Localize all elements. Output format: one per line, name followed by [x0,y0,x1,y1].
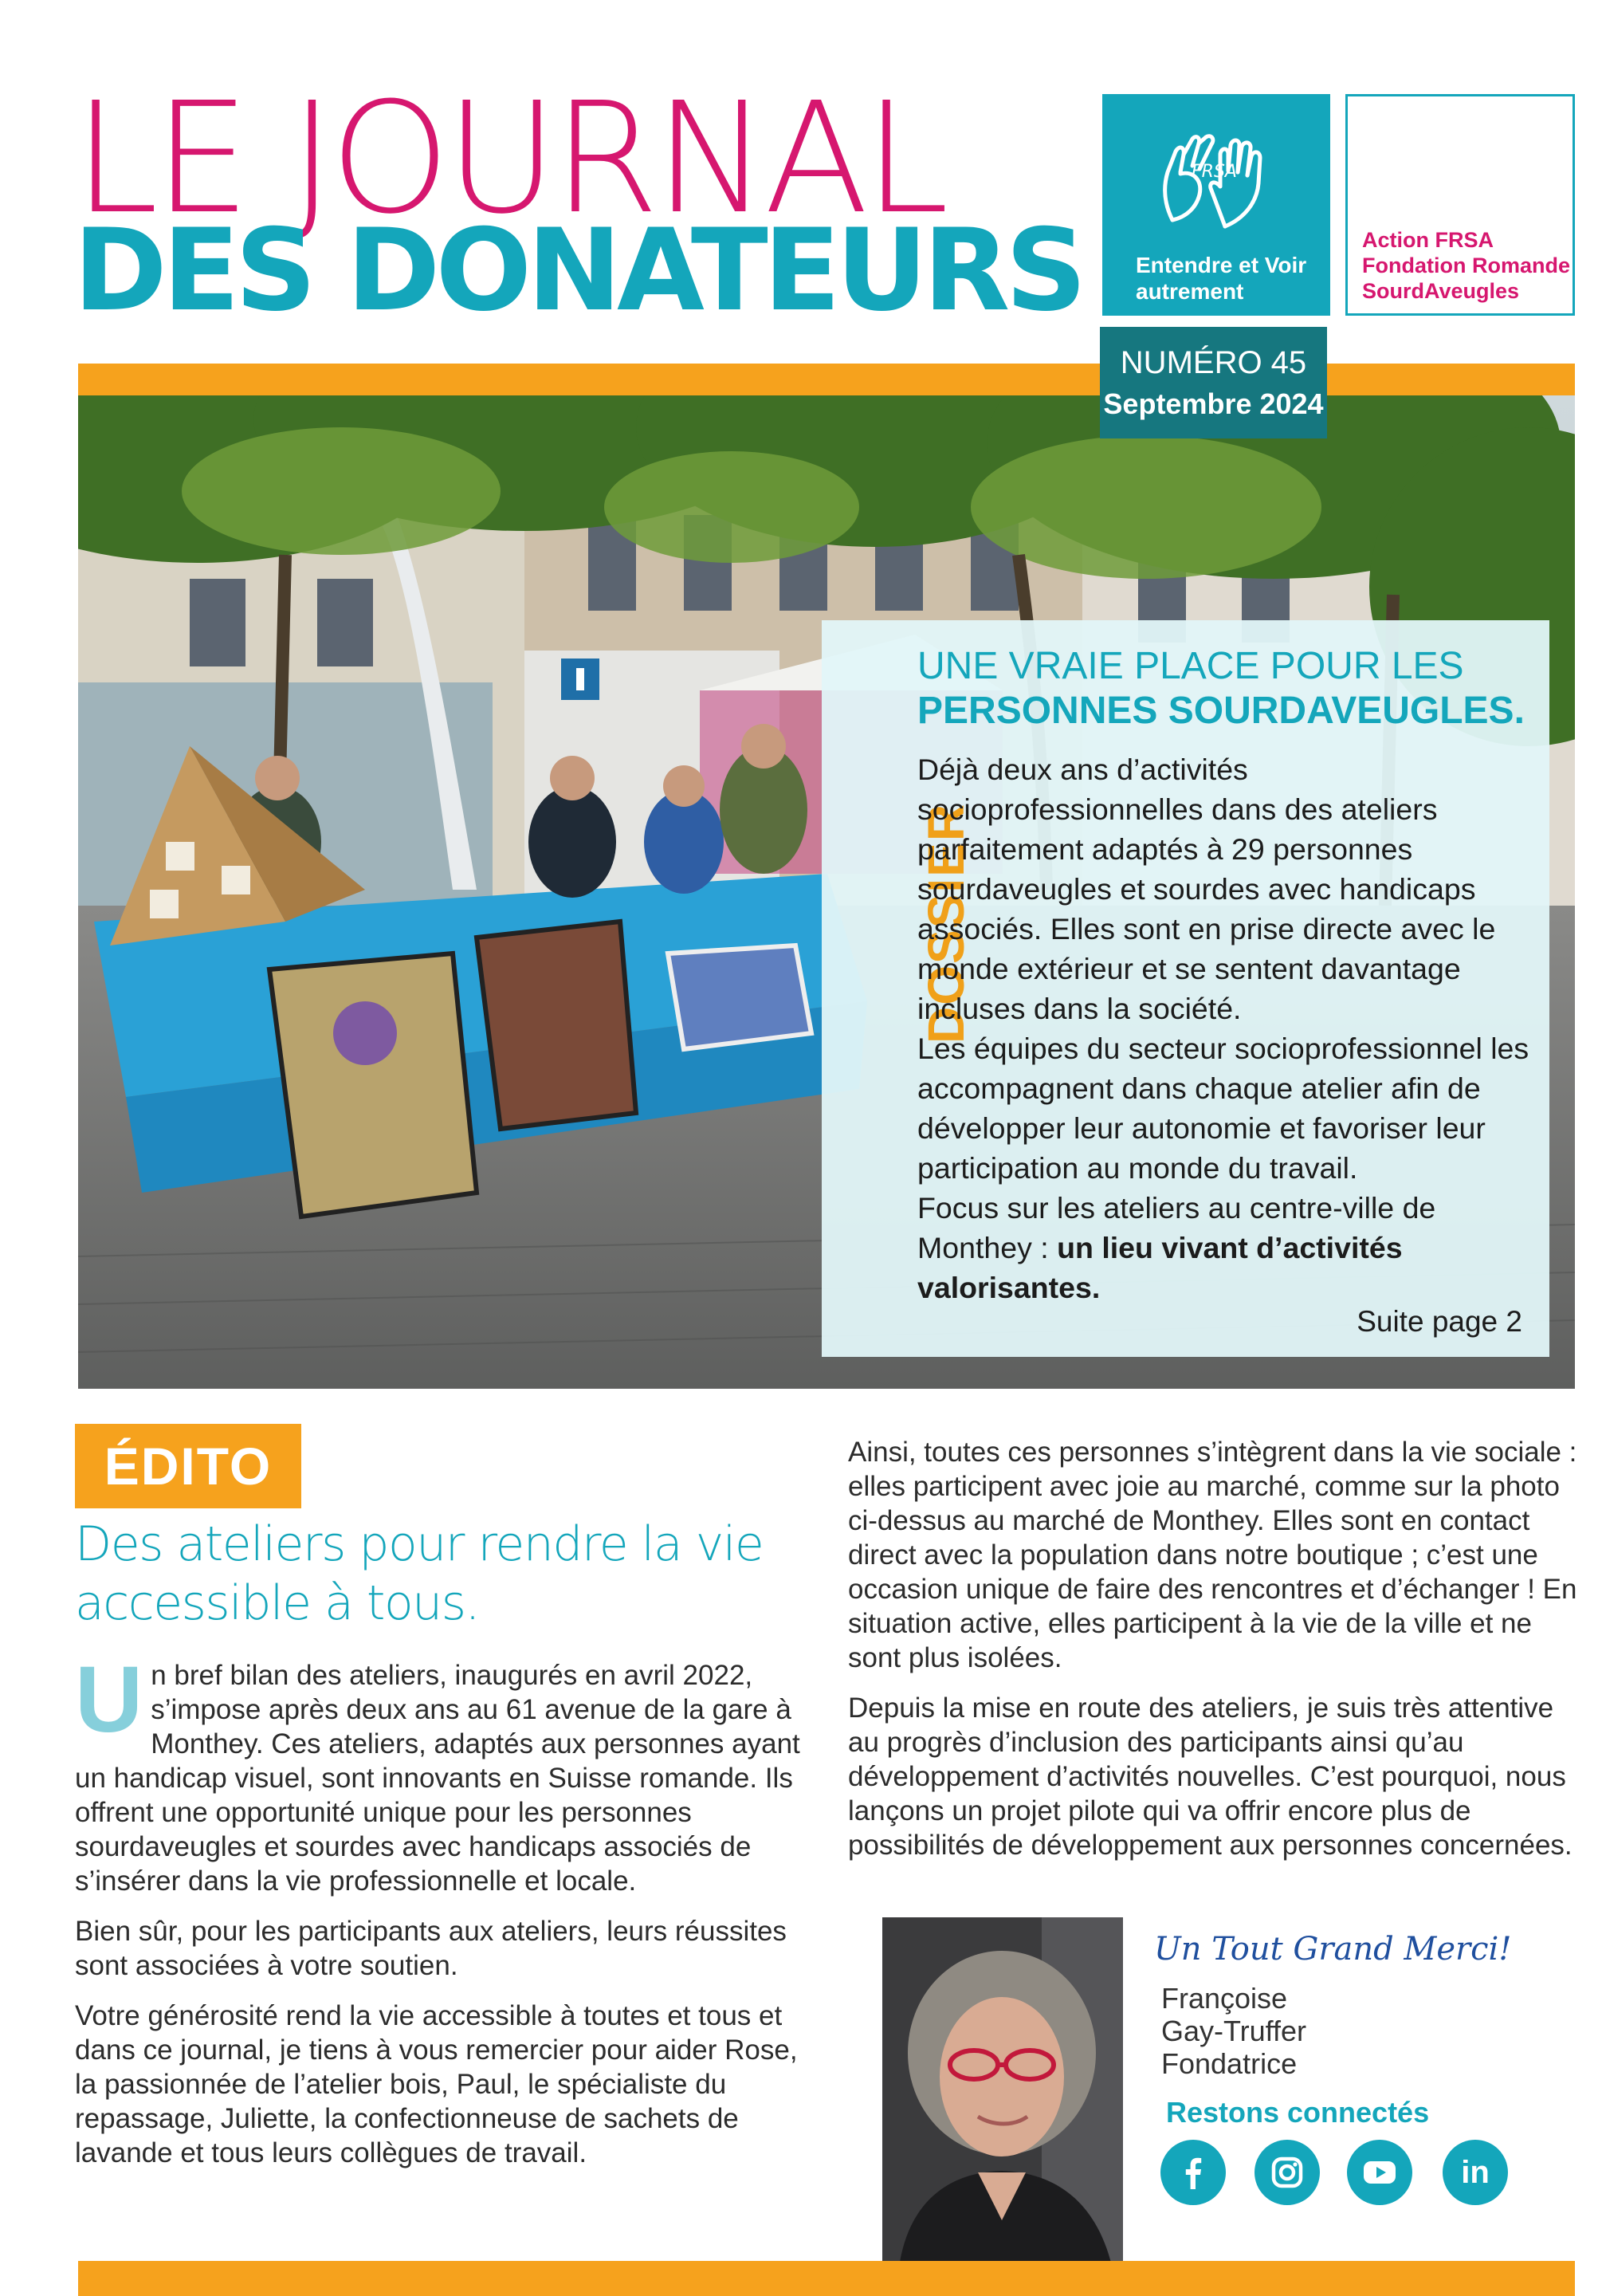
dossier-panel [822,620,1549,1357]
youtube-icon [1360,2152,1400,2192]
frsa-logo [1102,94,1330,316]
edito-paragraph-4: Ainsi, toutes ces personnes s’intègrent dans la vie sociale : elles participent avec joie au marché, comme sur la photo ci-dessus au marché de Monthey. Elles sont en contact direct avec la population dans notre boutique ; c’est une occasion unique de faire des rencontres et d’échanger ! En situation active, elles participent à la vie de la ville et ne sont plus isolées. [848,1437,1577,1673]
linkedin-link[interactable] [1443,2140,1508,2205]
edito-heading: Des ateliers pour rendre la vie accessible à tous. [75,1516,764,1631]
edito-paragraph-3: Votre générosité rend la vie accessible à toutes et tous et dans ce journal, je tiens à vous remercier pour aider Rose, la passionnée de l’atelier bois, Paul, le spécialiste du repassage, Juliette, la confectionneuse de sachets de lavande et tous leurs collègues de travail. [75,2000,798,2168]
edito-left-column [75,1647,808,2186]
thanks-message: Un Tout Grand Merci! [1154,1931,1512,1968]
dossier-label: DOSSIER [917,802,975,1044]
continued-link[interactable]: Suite page 2 [1357,1305,1522,1338]
instagram-link[interactable] [1255,2140,1320,2205]
dossier-paragraph-2: Les équipes du secteur socioprofessionnel les accompagnent dans chaque atelier afin de développer leur autonomie et favoriser leur participation au monde du travail. [917,1032,1529,1185]
journal-title-line1: LE JOURNAL [73,70,944,248]
portrait-illustration [882,1917,1123,2273]
bottom-orange-bar [78,2261,1575,2296]
dossier-body [917,749,1539,1307]
edito-paragraph-2: Bien sûr, pour les participants aux ateliers, leurs réussites sont associées à votre soutien. [75,1916,787,1981]
signer-last-name: Gay-Truffer [1161,2015,1307,2047]
social-heading: Restons connectés [1166,2096,1430,2129]
edito-paragraph-1 [75,1647,808,1898]
youtube-link[interactable] [1347,2140,1412,2205]
logo-wordmark: FRSA [1192,162,1237,182]
org-line-2: Fondation Romande [1362,254,1570,277]
facebook-link[interactable] [1160,2140,1226,2205]
top-orange-bar [78,364,1575,395]
dossier-paragraph-3-start: Focus sur les ateliers au centre-ville de Monthey : [917,1191,1436,1264]
edito-right-column [848,1435,1581,1878]
logo-tagline: Entendre et Voir autrement [1136,253,1307,304]
journal-title-line2: DES DONATEURS [73,205,1082,336]
signer-first-name: Françoise [1161,1982,1288,2015]
dossier-paragraph-3 [917,1188,1539,1307]
dossier-paragraph-1: Déjà deux ans d’activités socioprofessionnelles dans des ateliers parfaitement adaptés à 29 personnes sourdaveugles et sourdes avec handicaps associés. Elles sont en prise directe avec le monde extérieur et se sentent davantage incluses dans la société. [917,753,1496,1025]
linkedin-icon: in [1461,2155,1490,2190]
edito-paragraph-1-text: n bref bilan des ateliers, inaugurés en avril 2022, s’impose après deux ans au 61 avenue de la gare à Monthey. Ces ateliers, adaptés aux personnes ayant un handicap visuel, sont innovants en Suisse romande. Ils offrent une opportunité unique pour les personnes sourdaveugles et sourdes avec handicaps associés de s’insérer dans la vie professionnelle et locale. [75,1660,800,1897]
dossier-title-line1: UNE VRAIE PLACE POUR LES [917,645,1464,687]
hands-logo-icon [1148,124,1276,244]
facebook-icon [1173,2152,1213,2192]
organisation-box [1345,94,1575,316]
edito-badge: ÉDITO [75,1424,301,1508]
drop-cap: U [75,1647,143,1752]
org-line-3: SourdAveugles [1362,279,1520,303]
issue-number: NUMÉRO 45 [1120,345,1307,380]
dossier-highlight: un lieu vivant d’activités valorisantes. [917,1231,1403,1304]
issue-date: Septembre 2024 [1103,387,1324,420]
instagram-icon [1267,2152,1307,2192]
signer-role: Fondatrice [1161,2047,1298,2080]
founder-portrait [882,1917,1123,2273]
edito-paragraph-5: Depuis la mise en route des ateliers, je suis très attentive au progrès d’inclusion des participants ainsi qu’au développement d’activités nouvelles. C’est pourquoi, nous lançons un projet pilote qui va offrir encore plus de possibilités de développement aux personnes concernées. [848,1693,1573,1861]
org-line-1: Action FRSA [1362,228,1494,252]
dossier-title-line2: PERSONNES SOURDAVEUGLES. [917,690,1525,732]
issue-badge [1100,327,1327,438]
